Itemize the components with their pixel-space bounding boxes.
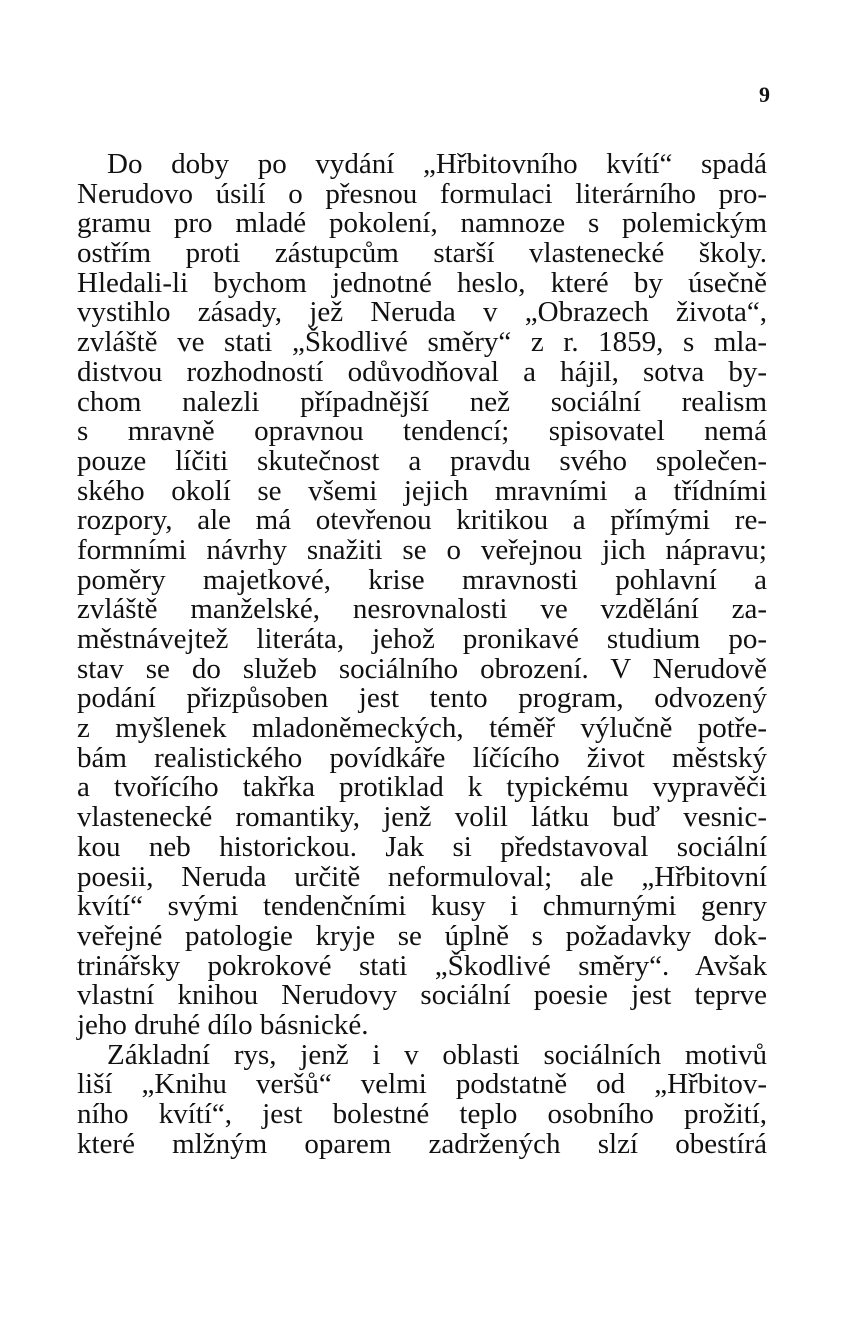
text-line: podání přizpůsoben jest tento program, odvozený (77, 682, 767, 715)
text-line: které mlžným oparem zadržených slzí obestírá (77, 1127, 767, 1160)
text-line: rozpory, ale má otevřenou kritikou a přímými re- (77, 504, 767, 537)
text-line: chom nalezli případnější než sociální realism (77, 385, 767, 418)
text-line: Základní rys, jenž i v oblasti sociálních motivů (107, 1038, 767, 1071)
page-number: 9 (759, 82, 770, 107)
text-line: formními návrhy snažiti se o veřejnou jich nápravu; (77, 533, 767, 566)
text-line: distvou rozhodností odůvodňoval a hájil, sotva by- (77, 355, 767, 388)
text-line: kou neb historickou. Jak si představoval sociální (77, 830, 767, 863)
text-line: vystihlo zásady, jež Neruda v „Obrazech života“, (77, 296, 767, 329)
text-line: Nerudovo úsilí o přesnou formulaci literárního pro- (77, 177, 767, 210)
text-line: městnávejtež literáta, jehož pronikavé studium po- (77, 623, 767, 655)
text-line: gramu pro mladé pokolení, namnoze s polemickým (77, 207, 767, 240)
text-line: zvláště ve stati „Škodlivé směry“ z r. 1859, s mla- (77, 326, 767, 359)
text-line: kvítí“ svými tendenčními kusy i chmurnými genry (77, 890, 767, 923)
body-text (77, 150, 767, 1159)
paragraph (77, 1038, 767, 1160)
text-line: bám realistického povídkáře líčícího život městský (77, 741, 767, 774)
text-line: jeho druhé dílo básnické. (77, 1008, 369, 1041)
text-line: Do doby po vydání „Hřbitovního kvítí“ spadá (107, 148, 767, 180)
text-line: a tvořícího takřka protiklad k typickému vypravěči (77, 771, 767, 804)
text-line: poesii, Neruda určitě neformuloval; ale „Hřbitovní (77, 860, 767, 893)
text-line: z myšlenek mladoněmeckých, téměř výlučně potře- (77, 712, 767, 745)
text-line: ního kvítí“, jest bolestné teplo osobního prožití, (77, 1098, 767, 1130)
text-line: veřejné patologie kryje se úplně s požadavky dok- (77, 919, 767, 952)
text-line: zvláště manželské, nesrovnalosti ve vzdělání za- (77, 593, 767, 626)
text-line: s mravně opravnou tendencí; spisovatel nemá (77, 415, 767, 448)
text-line: pouze líčiti skutečnost a pravdu svého společen- (77, 444, 767, 477)
text-line: liší „Knihu veršů“ velmi podstatně od „Hřbitov- (77, 1068, 767, 1101)
text-line: stav se do služeb sociálního obrození. V Nerudově (77, 652, 767, 685)
text-line: Hledali-li bychom jednotné heslo, které by úsečně (77, 266, 767, 299)
paragraph (77, 150, 767, 1041)
text-line: vlastenecké romantiky, jenž volil látku buď vesnic- (77, 801, 767, 834)
text-line: poměry majetkové, krise mravnosti pohlavní a (77, 563, 767, 596)
text-line: ského okolí se všemi jejich mravními a třídními (77, 474, 767, 507)
text-line: ostřím proti zástupcům starší vlastenecké školy. (77, 237, 767, 270)
text-line: vlastní knihou Nerudovy sociální poesie jest teprve (77, 979, 767, 1012)
text-line: trinářsky pokrokové stati „Škodlivé směry“. Avšak (77, 949, 767, 982)
